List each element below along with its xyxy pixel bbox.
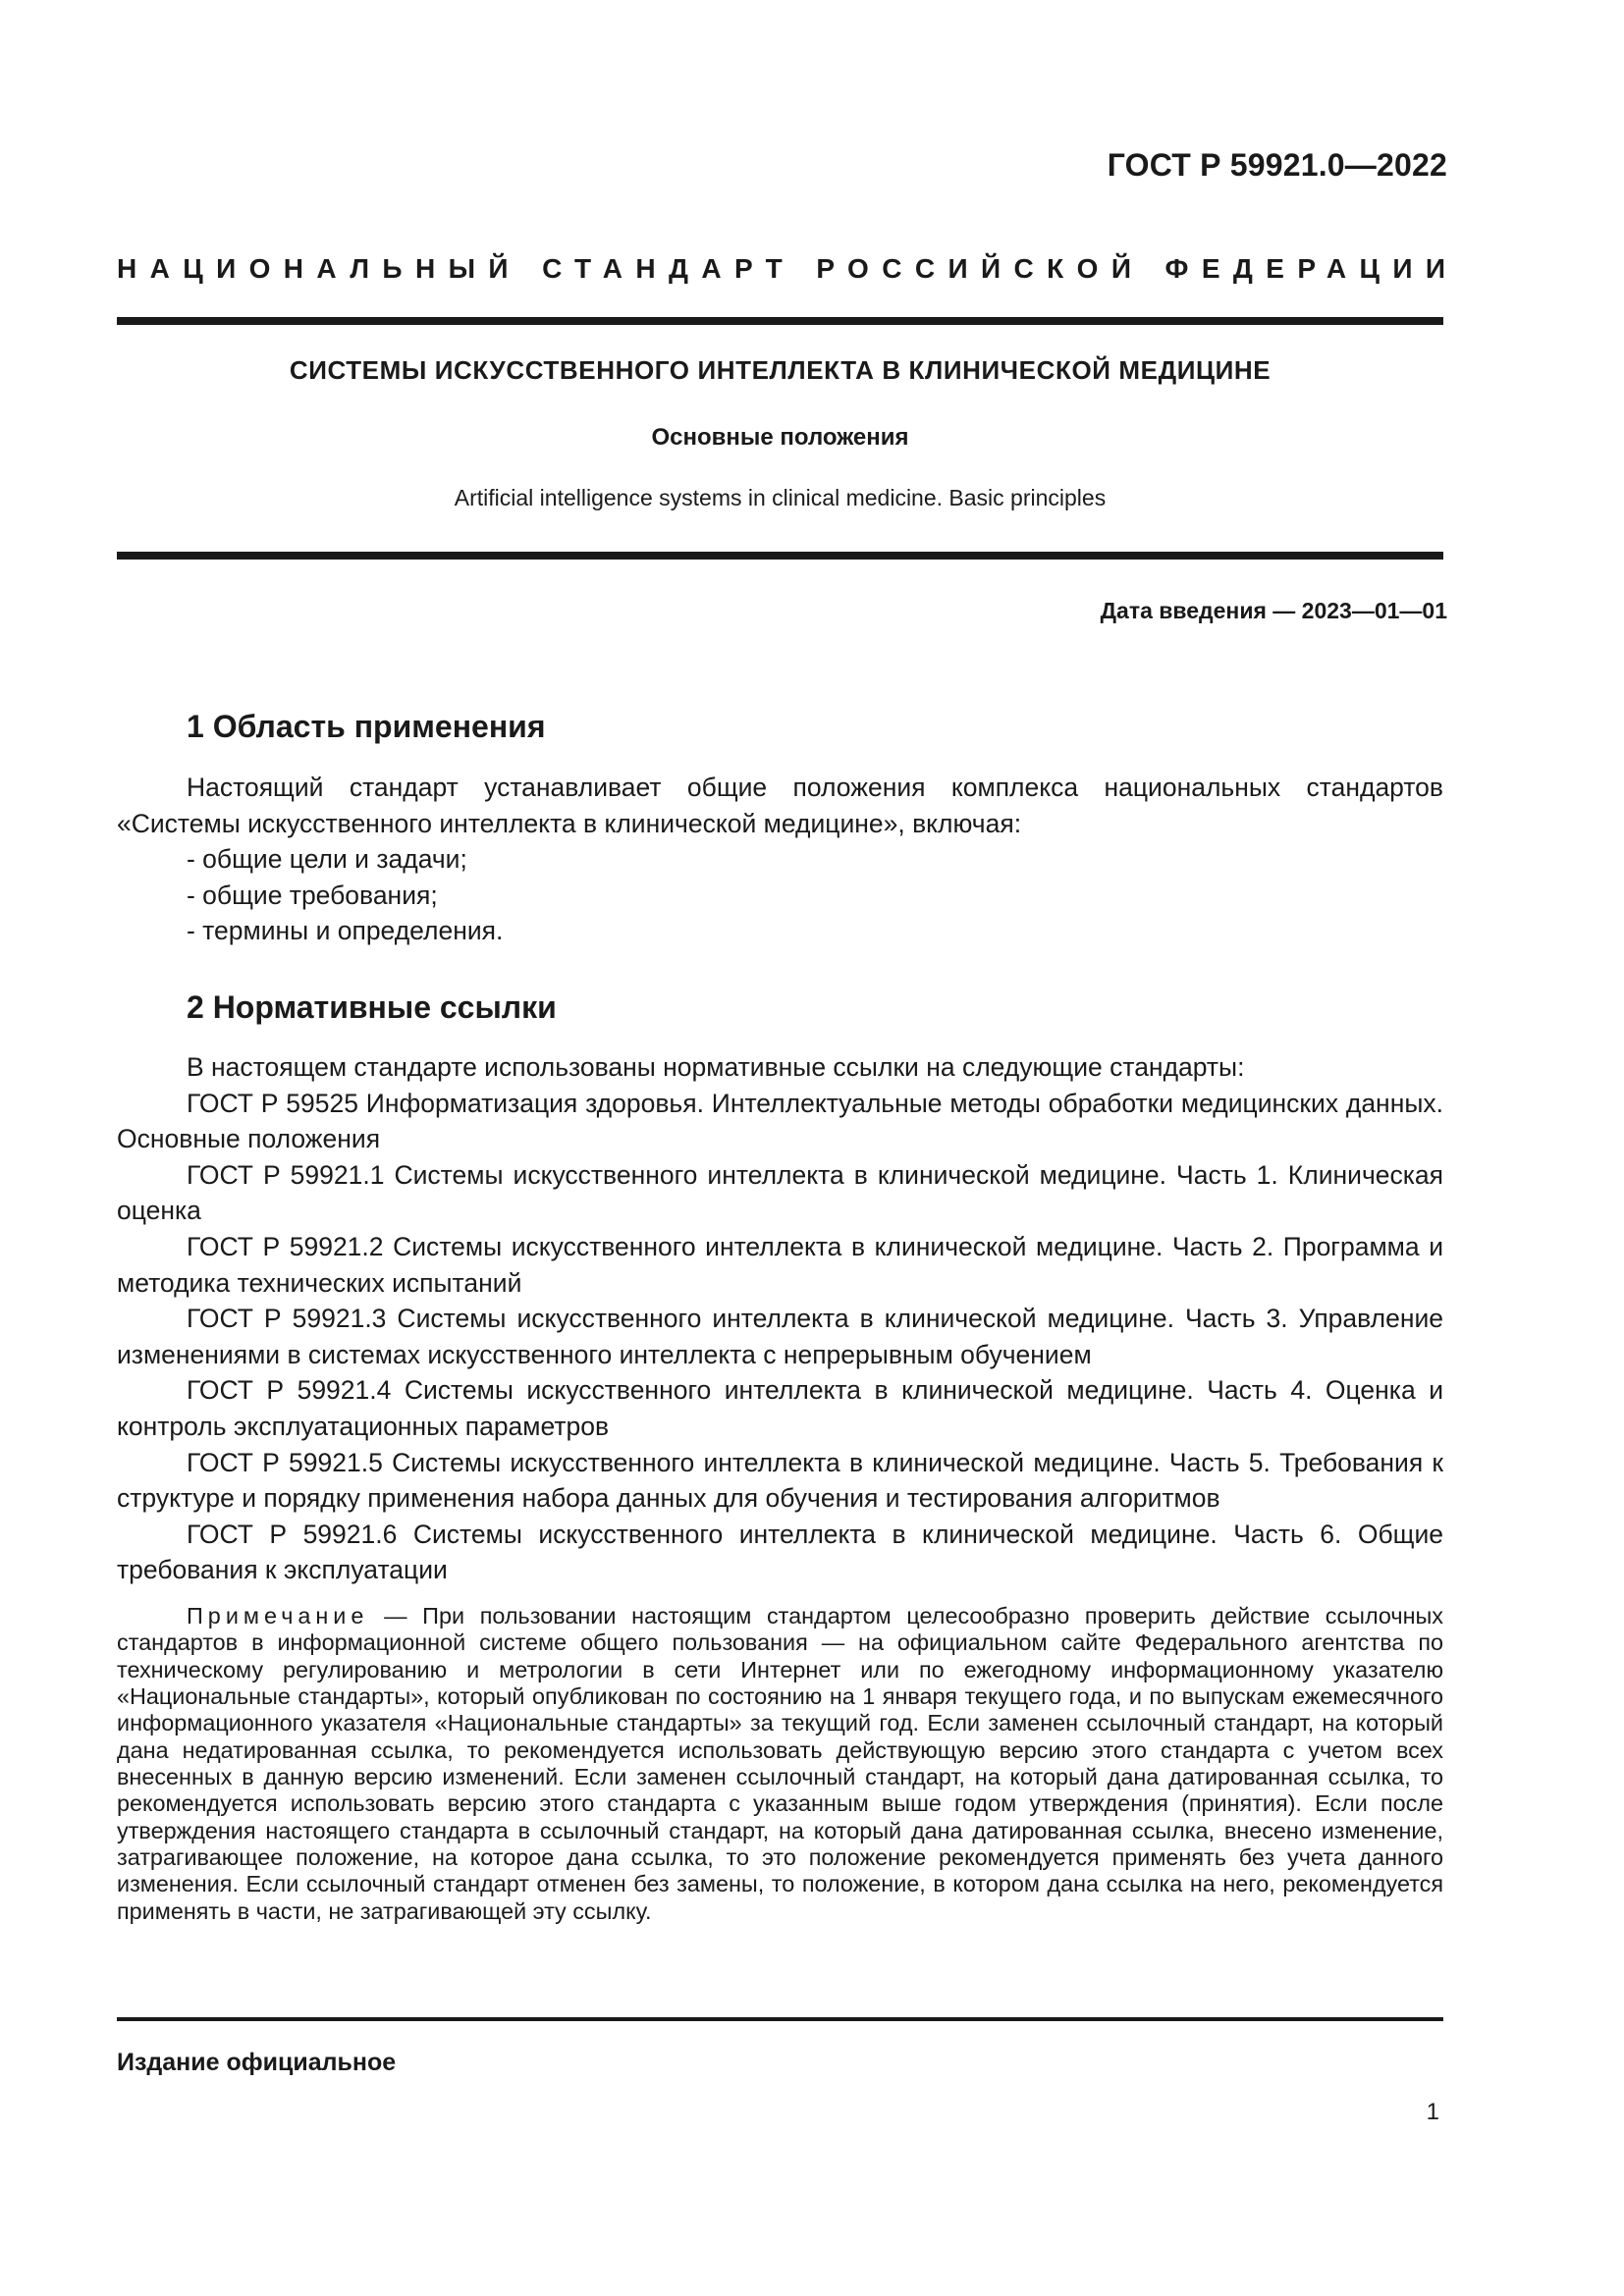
header-divider-bottom [117,552,1443,560]
page-number: 1 [1426,2099,1439,2125]
section-scope-body [117,770,1443,949]
list-item: - общие цели и задачи; [187,844,467,875]
document-number: ГОСТ Р 59921.0—2022 [1107,147,1447,183]
official-edition-label: Издание официальное [117,2049,397,2076]
reference-item: ГОСТ Р 59921.5 Системы искусственного интеллекта в клинической медицине. Часть 5. Требования к структуре и порядку применения набора данных для обучения и тестирования алгоритмов [117,1447,1443,1514]
introduction-date: Дата введения — 2023—01—01 [1100,598,1447,623]
national-standard-banner: НАЦИОНАЛЬНЫЙ СТАНДАРТ РОССИЙСКОЙ ФЕДЕРАЦИИ [117,253,1459,284]
note-label: Примечание [187,1603,369,1629]
section-heading-scope: 1 Область применения [187,709,546,744]
english-title: Artificial intelligence systems in clinical medicine. Basic principles [454,485,1107,510]
list-item: - общие требования; [187,880,438,910]
reference-item: ГОСТ Р 59525 Информатизация здоровья. Интеллектуальные методы обработки медицинских данных. Основные положения [117,1088,1443,1154]
references-intro: В настоящем стандарте использованы нормативные ссылки на следующие стандарты: [187,1052,1245,1082]
section-heading-normative-references: 2 Нормативные ссылки [187,989,557,1025]
document-subtitle: Основные положения [651,424,909,451]
footer-divider [117,2017,1443,2021]
section-references-body [117,1049,1443,1588]
note-text: — При пользовании настоящим стандартом целесообразно проверить действие ссылочных стандартов в информационной системе общего пользования — на официальном сайте Федерального агентства по техническому регулированию и метрологии в сети Интернет или по ежегодному информационному указателю «Национальные стандарты», который опубликован по состоянию на 1 января текущего года, и по выпускам ежемесячного информационного указателя «Национальные стандарты» за текущий год. Если заменен ссылочный стандарт, на который дана недатированная ссылка, то рекомендуется использовать действующую версию этого стандарта с учетом всех внесенных в данную версию изменений. Если заменен ссылочный стандарт, на который дана датированная ссылка, то рекомендуется использовать версию этого стандарта с указанным выше годом утверждения (принятия). Если после утверждения настоящего стандарта в ссылочный стандарт, на который дана датированная ссылка, внесено изменение, затрагивающее положение, на которое дана ссылка, то это положение рекомендуется применять без учета данного изменения. Если ссылочный стандарт отменен без замены, то положение, в котором дана ссылка на него, рекомендуется применять в части, не затрагивающей эту ссылку. [117,1603,1443,1924]
document-title: СИСТЕМЫ ИСКУССТВЕННОГО ИНТЕЛЛЕКТА В КЛИНИЧЕСКОЙ МЕДИЦИНЕ [289,355,1272,385]
scope-list [117,841,1443,949]
list-item: - термины и определения. [187,916,504,946]
reference-item: ГОСТ Р 59921.2 Системы искусственного интеллекта в клинической медицине. Часть 2. Программа и методика технических испытаний [117,1231,1443,1298]
scope-paragraph: Настоящий стандарт устанавливает общие положения комплекса национальных стандартов «Системы искусственного интеллекта в клинической медицине», включая: [117,773,1443,838]
header-divider-top [117,317,1443,325]
reference-item: ГОСТ Р 59921.3 Системы искусственного интеллекта в клинической медицине. Часть 3. Управление изменениями в системах искусственного интеллекта с непрерывным обучением [117,1304,1443,1369]
reference-item: ГОСТ Р 59921.4 Системы искусственного интеллекта в клинической медицине. Часть 4. Оценка и контроль эксплуатационных параметров [117,1375,1443,1441]
reference-item: ГОСТ Р 59921.1 Системы искусственного интеллекта в клинической медицине. Часть 1. Клиническая оценка [117,1159,1443,1226]
reference-item: ГОСТ Р 59921.6 Системы искусственного интеллекта в клинической медицине. Часть 6. Общие требования к эксплуатации [117,1519,1443,1585]
note-paragraph [117,1603,1443,1925]
